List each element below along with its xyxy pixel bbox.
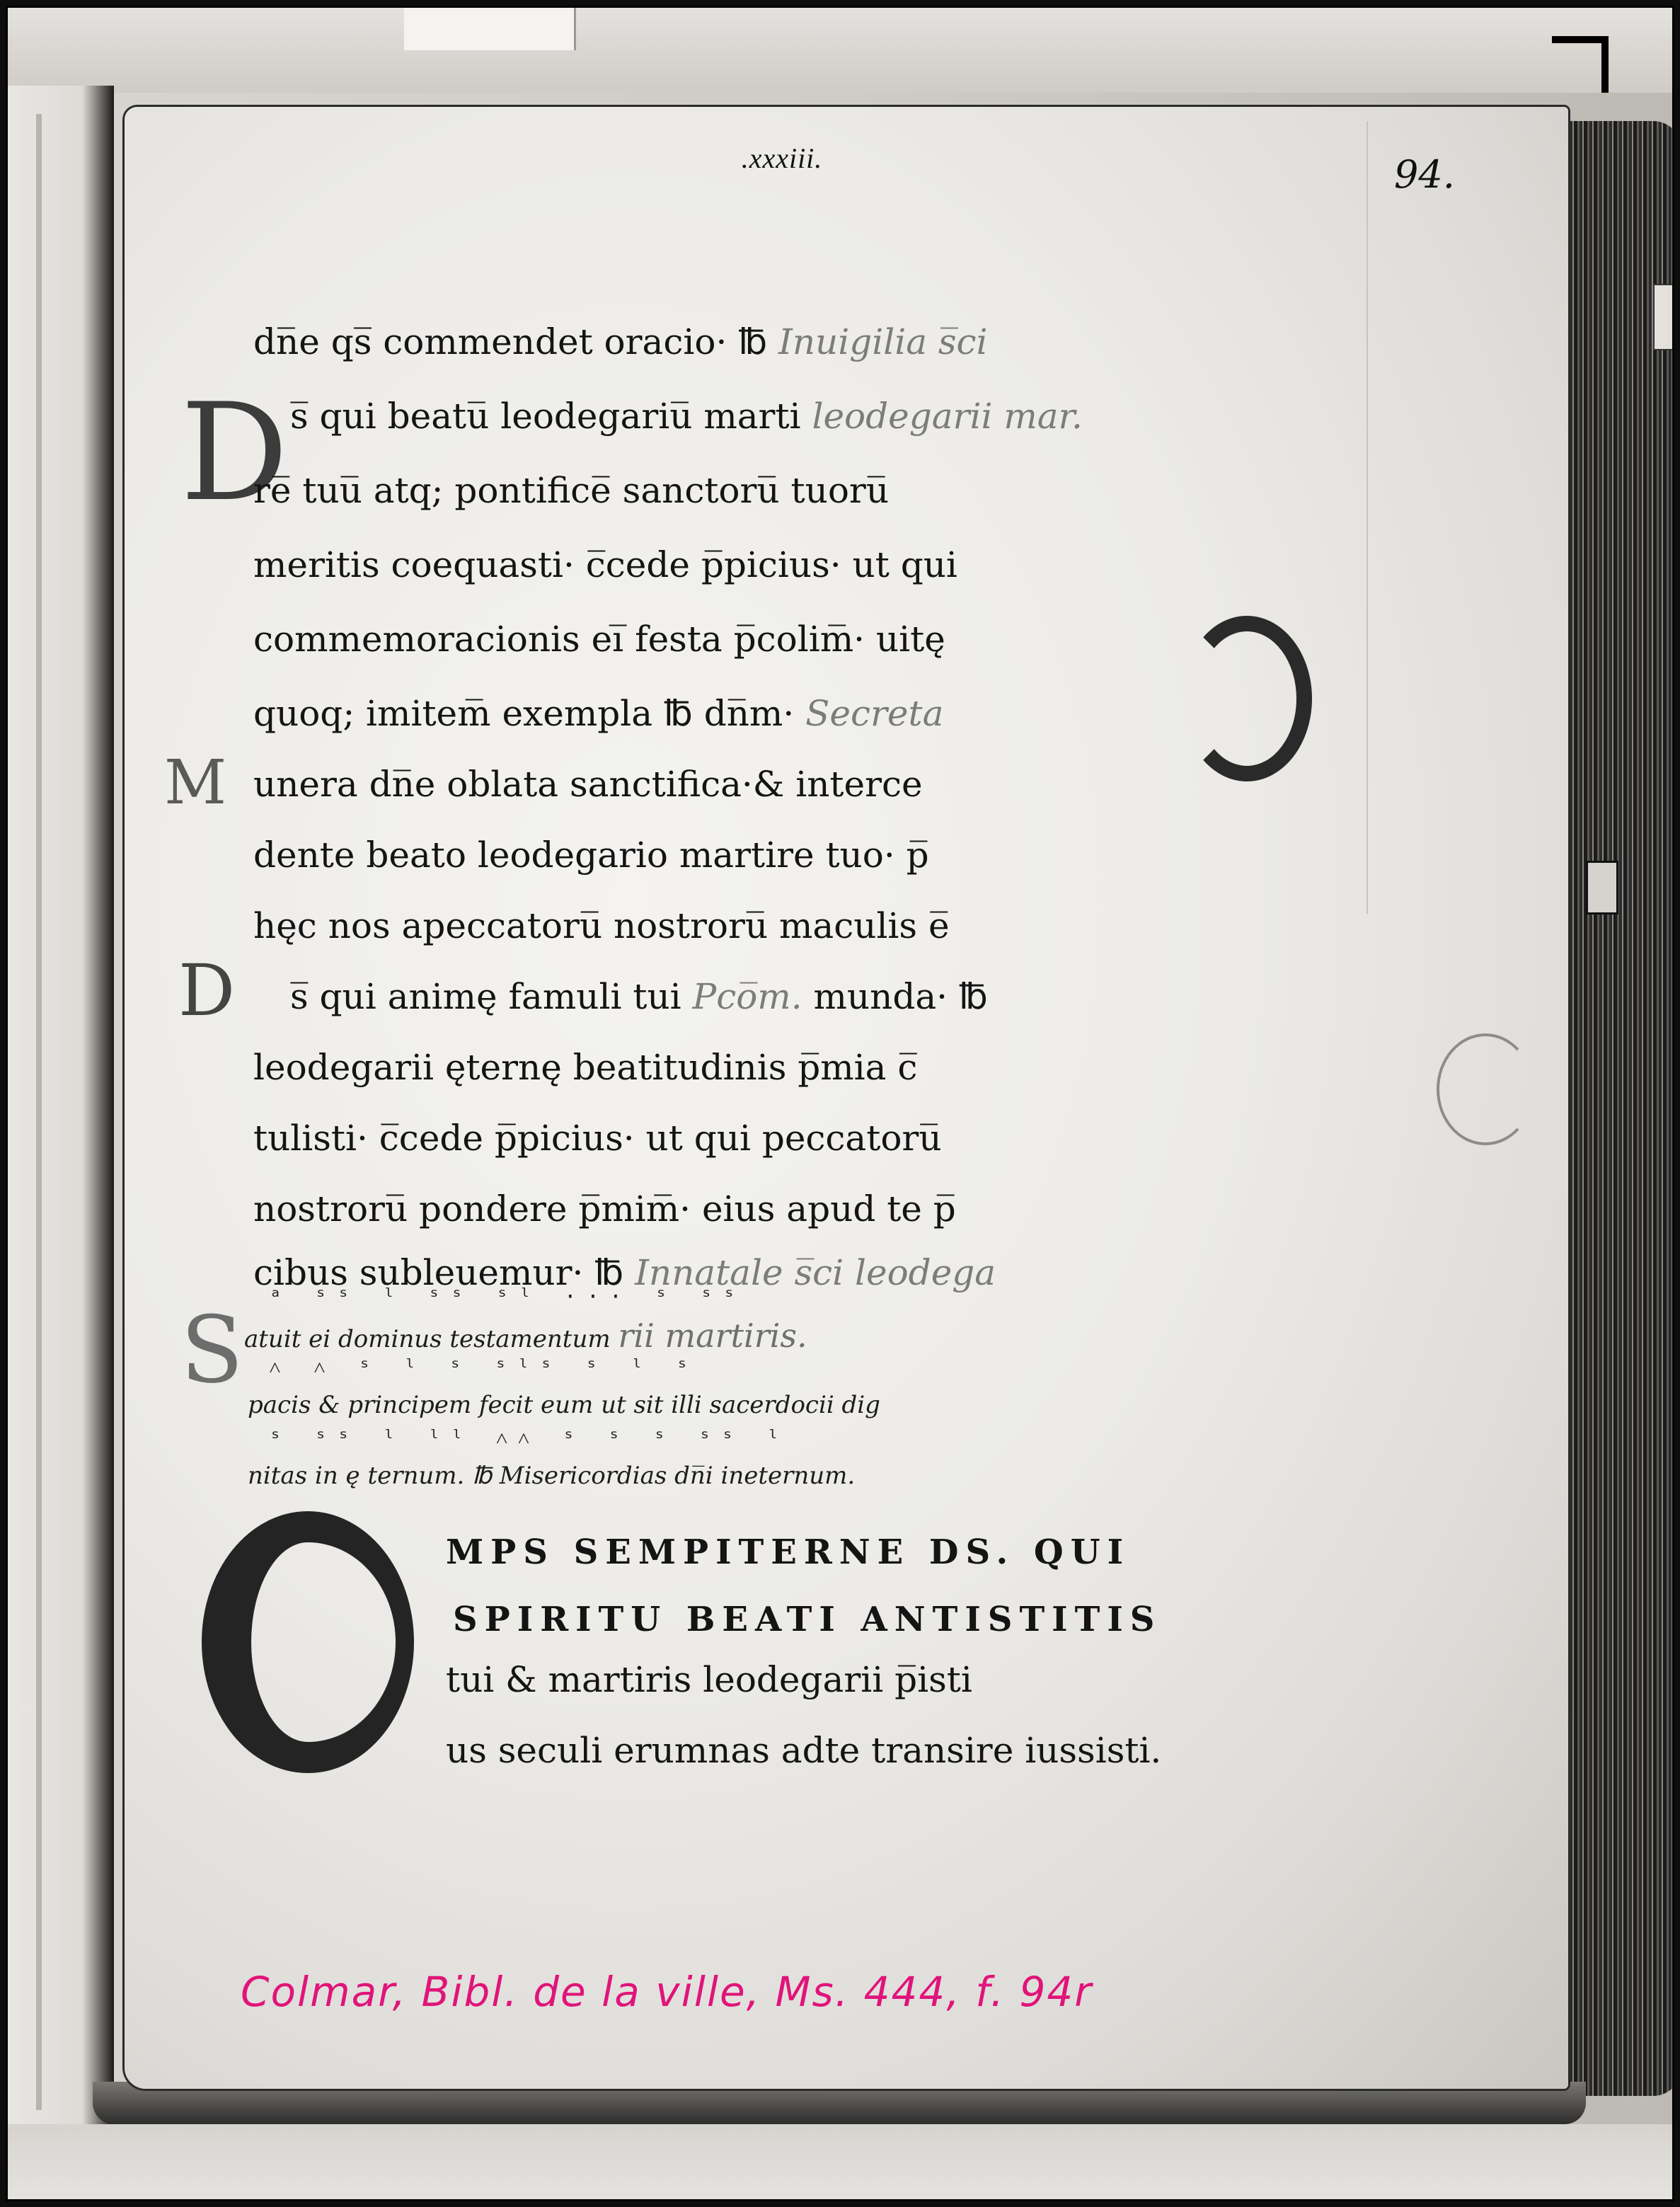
line-text: cibus subleuemur· ℔	[253, 1252, 624, 1293]
book-fore-edge	[1554, 121, 1674, 2096]
initial-s: S	[180, 1296, 244, 1404]
corner-crop-mark	[1552, 36, 1609, 93]
chant-line	[248, 1462, 855, 1490]
neume-row: ˢ ˢˢ ˡ ˡˡ ˄˄ ˢ ˢ ˢ ˢˢ ˡ	[269, 1426, 790, 1451]
rubric: Inuigilia s̅ci	[778, 321, 988, 362]
chant-line	[244, 1317, 807, 1355]
folio-number: 94.	[1394, 152, 1455, 197]
shelfmark-annotation: Colmar, Bibl. de la ville, Ms. 444, f. 94r	[241, 1968, 1093, 2016]
line-text: unera dn̅e oblata sanctifica·& interce	[253, 764, 923, 805]
text-line	[253, 683, 943, 744]
line-text: dente beato leodegario martire tuo· p̅	[253, 835, 929, 876]
running-head: .xxxiii.	[741, 142, 823, 174]
line-text: quoq; imitem̅ exempla ℔ dn̅m·	[253, 693, 795, 734]
ruling-line	[1367, 121, 1368, 914]
initial-m: M	[164, 747, 227, 818]
fore-edge-tab	[1653, 284, 1674, 350]
text-line	[253, 534, 957, 595]
text-line	[253, 895, 950, 956]
line-text: nostroru̅ pondere p̅mim̅· eius apud te p̅	[253, 1188, 956, 1229]
line-text: commemoracionis ei̅ festa p̅colim̅· uitę	[253, 619, 945, 660]
text-line	[253, 825, 929, 885]
text-line	[253, 460, 889, 521]
initial-d-small: D	[178, 949, 236, 1032]
initial-d-large: D	[180, 374, 289, 531]
rubric: Pco̅m.	[692, 976, 802, 1017]
text-line	[290, 966, 988, 1027]
line-text: meritis coequasti· c̅cede p̅picius· ut qui	[253, 544, 957, 585]
line-text: tulisti· c̅cede p̅picius· ut qui peccatoru̅	[253, 1118, 942, 1159]
text-line	[253, 1179, 956, 1239]
text-line	[253, 1037, 917, 1098]
collect-line: us seculi erumnas adte transire iussisti.	[446, 1730, 1162, 1771]
line-text: s̅ qui beatu̅ leodegariu̅ marti	[290, 396, 801, 437]
margin-initial-c	[1182, 616, 1312, 781]
collect-line: tui & martiris leodegarii p̅isti	[446, 1659, 972, 1700]
line-text: dn̅e qs̅ commendet oracio· ℔	[253, 321, 768, 362]
line-text-tail: munda· ℔	[813, 976, 988, 1017]
neume-row: ᵃ ˢˢ ˡ ˢˢ ˢˡ ··· ˢ ˢˢ	[269, 1285, 746, 1309]
facing-page-edge	[8, 86, 114, 2124]
chant-line: pacis & principem fecit eum ut sit illi sacerdocii dig	[248, 1391, 880, 1419]
initial-o-decorated	[202, 1511, 414, 1773]
photo-bottom-mat	[8, 2124, 1672, 2201]
line-text: re̅ tuu̅ atq; pontifice̅ sanctoru̅ tuoru̅	[253, 470, 890, 511]
rubric: leodegarii mar.	[812, 396, 1083, 437]
chant-text: nitas in ę ternum.	[248, 1462, 465, 1490]
chant-rubric: rii martiris.	[618, 1317, 807, 1355]
collect-majuscule-line: SPIRITU BEATI ANTISTITIS	[453, 1600, 1162, 1639]
top-strip	[8, 8, 1672, 93]
collect-majuscule-line: MPS SEMPITERNE DS. QUI	[446, 1532, 1131, 1572]
text-line	[290, 386, 1083, 447]
chant-text: atuit ei dominus testamentum	[244, 1325, 611, 1353]
text-line	[253, 311, 988, 372]
text-line	[253, 754, 923, 815]
text-line	[253, 609, 945, 670]
line-text: hęc nos apeccatoru̅ nostroru̅ maculis e̅	[253, 905, 950, 946]
text-line	[253, 1108, 942, 1169]
top-paper-label	[404, 8, 576, 50]
line-text: s̅ qui animę famuli tui	[290, 976, 681, 1017]
binding-clasp	[1586, 861, 1618, 915]
neume-row: ˄ ˄ ˢ ˡ ˢ ˢˡˢ ˢ ˡ ˢ	[269, 1355, 698, 1380]
rubric: Secreta	[805, 693, 944, 734]
line-text: leodegarii ęternę beatitudinis p̅mia c̅	[253, 1047, 918, 1088]
rubric: Innatale s̅ci leodega	[635, 1252, 996, 1293]
chant-verse: ℔ Misericordias dn̅i ineternum.	[472, 1462, 856, 1490]
margin-smudge	[1437, 1033, 1534, 1145]
